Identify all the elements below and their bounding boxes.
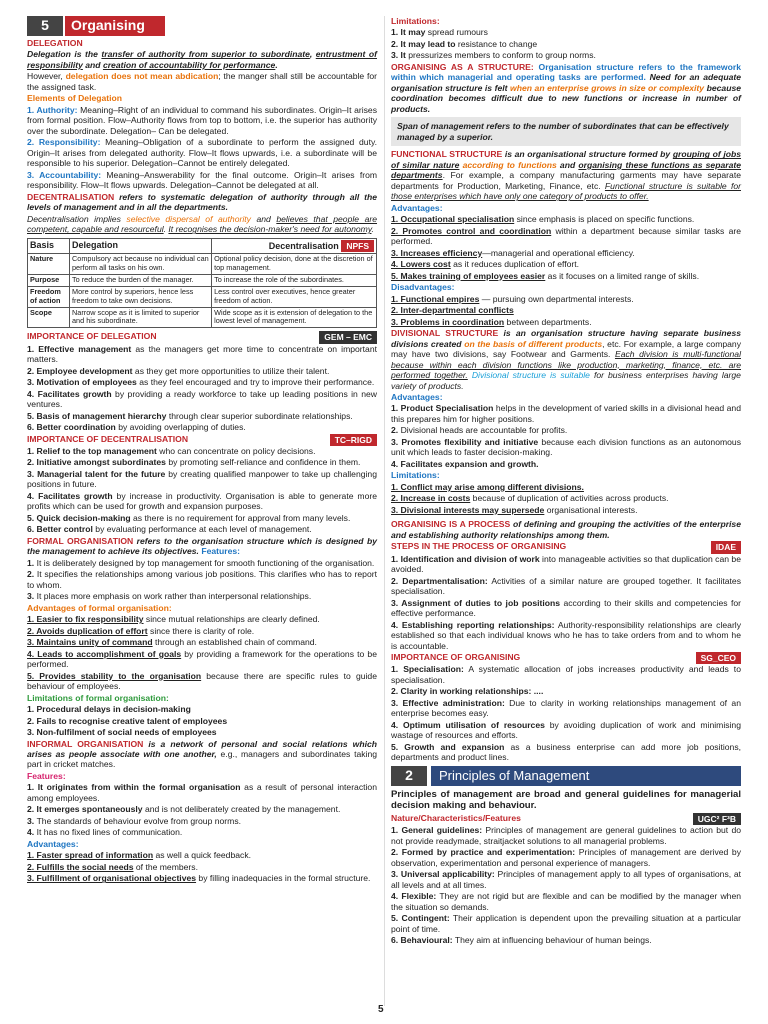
- right-column: [391, 16, 741, 947]
- item-text: pressurizes members to conform to group norms.: [408, 50, 596, 61]
- page-number: 5: [378, 1003, 384, 1015]
- list-item: [27, 513, 377, 523]
- item-lead: 3.: [27, 591, 37, 602]
- list-item: [391, 226, 741, 247]
- list-item: [27, 422, 377, 432]
- item-lead: 5. Basis of management hierarchy: [27, 410, 167, 421]
- list-item: [27, 827, 377, 837]
- list-item: [27, 446, 377, 456]
- functional-definition: FUNCTIONAL STRUCTURE is an organisational structure formed by grouping of jobs of similar nature according to functions and organising these functions as separate departments. For example, a company manufacturing garments may have separate departments for Production, Marketing, Finance, etc. Functional structure is suitable for those enterprises which have only one category of products to offer.: [391, 149, 742, 202]
- table-row: [28, 286, 377, 307]
- decentralisation-definition: DECENTRALISATION refers to systematic delegation of authority through all the levels of management and in all the departments.: [27, 191, 377, 213]
- item-text: by providing a ready workforce to take up leading positions in new ventures.: [27, 388, 378, 410]
- list-item: [27, 850, 377, 860]
- item-text: through clear superior subordinate relationships.: [166, 410, 353, 421]
- item-lead: 3. Increases efficiency: [391, 247, 483, 258]
- chapter2-number: 2: [391, 766, 427, 786]
- item-lead: 2. Formed by practice and experimentation:: [391, 847, 576, 858]
- item-lead: 3. Fulfillment of organisational objectives: [27, 873, 197, 884]
- list-item: 1. Procedural delays in decision-making: [27, 704, 191, 715]
- list-item: [391, 686, 741, 696]
- list-item: [27, 558, 377, 568]
- informal-features-label: Features:: [27, 770, 66, 781]
- item-text: by providing a framework for the operations to be performed.: [27, 648, 377, 670]
- item-lead: 1. Specialisation:: [391, 664, 464, 675]
- list-item: [391, 214, 741, 224]
- item-text: organisational interests.: [544, 504, 638, 515]
- item-lead: 3. Managerial talent for the future: [27, 468, 166, 479]
- item-lead: 2. Promotes control and coordination: [391, 225, 552, 236]
- table-header-row: [28, 238, 377, 253]
- item-lead: 1. Identification and division of work: [391, 553, 540, 564]
- item-lead: 1. Functional empires: [391, 293, 480, 304]
- item-text: by avoiding duplication of work and minimising wastage of resources and efforts.: [391, 719, 741, 741]
- item-text: since mutual relationships are clearly defined.: [143, 614, 320, 625]
- item-lead: 6. Better control: [27, 524, 93, 535]
- nature-heading-row: [391, 813, 741, 825]
- item-lead: 4. Optimum utilisation of resources: [391, 719, 545, 730]
- imp-delegation-list: [27, 344, 377, 433]
- list-item: [391, 825, 741, 846]
- list-item: [391, 891, 741, 912]
- process-definition: ORGANISING IS A PROCESS of defining and grouping the activities of the enterprise and establishing authority relationships among them.: [391, 519, 741, 540]
- item-text: by promoting self-reliance and confidence in them.: [165, 457, 361, 468]
- list-item: [27, 469, 377, 490]
- table-cell: Nature: [28, 254, 70, 275]
- item-text: as there is no requirement for approval from many levels.: [130, 512, 351, 523]
- table-header: Decentralisation NPFS: [212, 238, 377, 253]
- chapter-number: 5: [27, 16, 63, 36]
- nature-list: [391, 825, 741, 945]
- item-lead: 2. Avoids duplication of effort: [27, 625, 148, 636]
- table-cell: To increase the role of the subordinates.: [212, 274, 377, 286]
- table-row: [28, 307, 377, 328]
- item-text: Principles of management apply to all types of organisations, at all levels and at all times.: [391, 869, 741, 890]
- list-item: [391, 27, 741, 37]
- item-lead: 3. It: [391, 50, 409, 61]
- element-name: 2. Responsibility:: [27, 137, 101, 148]
- chapter2-heading: [391, 766, 741, 786]
- list-item: [27, 671, 377, 692]
- elements-heading: Elements of Delegation: [27, 93, 123, 104]
- item-text: as they feel encouraged and try to improve their performance.: [136, 377, 375, 388]
- item-text: The standards of behaviour evolve from group norms.: [36, 815, 242, 826]
- list-item: [27, 569, 377, 590]
- func-dis-label: Disadvantages:: [391, 282, 455, 293]
- item-lead: 1. General guidelines:: [391, 825, 483, 836]
- imp-decent-list: [27, 446, 377, 535]
- item-text: into manageable activities so that duplication can be avoided.: [391, 553, 741, 575]
- formal-adv-list: [27, 614, 377, 691]
- item-text: It specifies the relationships among various job positions. This clarifies who has to report to whom.: [27, 569, 377, 590]
- limitations-label: Limitations:: [391, 16, 440, 26]
- table-cell: Purpose: [28, 274, 70, 286]
- formal-lim-list: [27, 704, 377, 737]
- item-lead: 5. Contingent:: [391, 913, 450, 924]
- divisional-definition: DIVISIONAL STRUCTURE is an organisation structure having separate business divisions created on the basis of different products, etc. For example, a large company may have two divisions, say Footwear and Garments. Each division is multi-functional because within each division functions like production, marketing, finance, etc. are performed together. Divisional structure is suitable for business enterprises having large variety of products.: [391, 328, 742, 391]
- item-text: Activities of a similar nature are grouped together. It facilitates specialisation.: [391, 575, 742, 597]
- item-lead: 1.: [27, 557, 37, 568]
- list-item: [27, 804, 377, 814]
- item-lead: 5. Quick decision-making: [27, 512, 131, 523]
- item-text: It is deliberately designed by top management for smooth functioning of the organisation.: [36, 557, 375, 568]
- item-text: Principles of management are general guidelines to action but do not provide readymade, straitjacket solutions to all managerial problems.: [391, 825, 742, 846]
- item-text: as they get more opportunities to utilize their talent.: [132, 365, 330, 376]
- imp-decent-heading-row: [27, 434, 377, 446]
- list-item: [391, 305, 741, 315]
- delegation-however: However, delegation does not mean abdication; the manger shall still be accountable for the assigned task.: [27, 71, 377, 92]
- div-lim-list: [391, 482, 741, 515]
- item-lead: 4. Leads to accomplishment of goals: [27, 648, 182, 659]
- element-item: [27, 170, 377, 191]
- decentralisation-implies: Decentralisation implies selective dispersal of authority and believes that people are competent, capable and resourceful. It recognises the decision-maker's need for autonomy.: [27, 213, 378, 235]
- list-item: [391, 403, 741, 424]
- imp-org-heading: IMPORTANCE OF ORGANISING: [391, 652, 521, 662]
- item-lead: 5. Makes training of employees easier: [391, 270, 546, 281]
- list-item: [391, 847, 741, 868]
- item-lead: 3. Promotes flexibility and initiative: [391, 436, 539, 447]
- item-lead: 1. Relief to the top management: [27, 445, 157, 456]
- list-item: [391, 505, 741, 515]
- elements-list: [27, 105, 377, 191]
- item-lead: 3. Motivation of employees: [27, 377, 137, 388]
- list-item: [27, 491, 377, 512]
- item-text: by filling inadequacies in the formal structure.: [196, 873, 371, 884]
- item-lead: 5. Provides stability to the organisation: [27, 670, 202, 681]
- item-text: It places more emphasis on work rather than interpersonal relationships.: [36, 591, 312, 602]
- table-cell: To reduce the burden of the manager.: [70, 274, 212, 286]
- list-item: [391, 869, 741, 890]
- list-item: [391, 554, 741, 575]
- item-lead: 4. Flexible:: [391, 891, 437, 902]
- item-text: because of duplication of activities across products.: [470, 493, 669, 504]
- table-cell: Wide scope as it is extension of delegation to the lowest level of management.: [212, 307, 377, 328]
- item-text: as it reduces duplication of effort.: [450, 259, 580, 270]
- imp-decent-tag: TC–RIGD: [330, 434, 377, 446]
- list-item: 2. Fails to recognise creative talent of employees: [27, 715, 228, 726]
- list-item: [391, 620, 741, 651]
- table-tag: NPFS: [341, 240, 374, 252]
- item-lead: 4. Facilitates growth: [27, 490, 113, 501]
- item-text: because there are specific rules to guide behaviour of employees.: [27, 670, 377, 692]
- informal-adv-list: [27, 850, 377, 883]
- list-item: [391, 248, 741, 258]
- delegation-definition: Delegation is the transfer of authority from superior to subordinate, entrustment of responsibility and creation of accountability for performance.: [27, 49, 377, 70]
- list-item: [391, 437, 741, 458]
- item-text: through an established chain of command.: [152, 637, 317, 648]
- element-item: [27, 137, 377, 168]
- item-text: as a result of personal interaction among employees.: [27, 782, 377, 803]
- list-item: [27, 649, 377, 670]
- item-text: They are not rigid but are flexible and can be modified by the manager when the situation so demands.: [391, 891, 741, 912]
- item-text: as a business enterprise can add more job positions, departments and product lines.: [391, 741, 741, 763]
- item-text: of the members.: [133, 861, 198, 872]
- table-cell: Scope: [28, 307, 70, 328]
- item-text: Their application is dependent upon the prevailing situation at a particular point of time.: [391, 913, 741, 934]
- item-lead: 3. Assignment of duties to job positions: [391, 597, 561, 608]
- imp-org-heading-row: [391, 652, 741, 664]
- informal-adv-label: Advantages:: [27, 838, 79, 849]
- informal-features-list: [27, 782, 377, 837]
- informal-definition: INFORMAL ORGANISATION is a network of personal and social relations which arises as people associate with one another, e.g., managers and subordinates taking part in cricket matches.: [27, 738, 378, 770]
- formal-definition: FORMAL ORGANISATION refers to the organisation structure which is designed by the management to achieve its objectives. Features:: [27, 535, 377, 557]
- imp-delegation-tag: GEM – EMC: [319, 331, 377, 343]
- chapter2-title: Principles of Management: [431, 766, 741, 786]
- list-item: [391, 482, 741, 492]
- imp-org-tag: SG_CEO: [696, 652, 741, 664]
- item-lead: 1. Occupational specialisation: [391, 214, 515, 225]
- item-lead: 3. Universal applicability:: [391, 869, 495, 880]
- item-text: resistance to change: [457, 38, 538, 49]
- span-of-management-box: Span of management refers to the number of subordinates that can be effectively managed by a superior.: [391, 117, 741, 146]
- item-text: by avoiding overlapping of duties.: [115, 422, 246, 433]
- table-cell: Compulsory act because no individual can perform all tasks on his own.: [70, 254, 212, 275]
- item-lead: 2. It may lead to: [391, 38, 458, 49]
- table-cell: More control by superiors, hence less freedom to take own decisions.: [70, 286, 212, 307]
- principles-definition: Principles of management are broad and general guidelines for managerial decision making and behaviour.: [391, 788, 741, 812]
- left-column: [27, 16, 377, 885]
- table-header: Delegation: [70, 238, 212, 253]
- item-text: Principles of management are derived by observation, experimentation and personal experience of managers.: [391, 847, 741, 868]
- item-text: —managerial and operational efficiency.: [482, 247, 635, 258]
- item-lead: 2.: [27, 569, 37, 580]
- item-text: — pursuing own departmental interests.: [479, 293, 634, 304]
- delegation-heading: DELEGATION: [27, 38, 83, 48]
- item-lead: 1. Conflict may arise among different divisions.: [391, 481, 584, 492]
- table-header: Basis: [28, 238, 70, 253]
- div-lim-label: Limitations:: [391, 470, 440, 481]
- list-item: [27, 816, 377, 826]
- item-lead: 2. Increase in costs: [391, 493, 471, 504]
- div-adv-list: [391, 403, 741, 469]
- func-adv-label: Advantages:: [391, 202, 443, 213]
- item-lead: 6. Better coordination: [27, 422, 116, 433]
- item-lead: 3. Maintains unity of command: [27, 637, 153, 648]
- item-lead: 4. Facilitates expansion and growth.: [391, 458, 539, 469]
- item-lead: 2. Inter-departmental conflicts: [391, 305, 514, 316]
- list-item: [391, 459, 741, 469]
- item-lead: 1. It may: [391, 27, 428, 38]
- list-item: [27, 457, 377, 467]
- nature-heading: Nature/Characteristics/Features: [391, 813, 521, 824]
- list-item: [391, 720, 741, 741]
- list-item: [391, 493, 741, 503]
- item-lead: 2.: [391, 425, 401, 436]
- item-lead: 2. Clarity in working relationships: ....: [391, 686, 544, 697]
- steps-heading-row: [391, 541, 741, 553]
- list-item: [391, 913, 741, 934]
- list-item: [391, 935, 741, 945]
- item-lead: 3. Effective administration:: [391, 697, 505, 708]
- item-lead: 3. Divisional interests may supersede: [391, 504, 545, 515]
- list-item: [391, 698, 741, 719]
- steps-list: [391, 554, 741, 651]
- org-structure-definition: ORGANISING AS A STRUCTURE: Organisation structure refers to the framework within which managerial and operating tasks are performed. Need for an adequate organisation structure is felt when an enterprise grows in size or complexity because coordination becomes difficult due to new functions or increase in number of products.: [391, 61, 742, 114]
- imp-delegation-heading: IMPORTANCE OF DELEGATION: [27, 331, 157, 342]
- div-adv-label: Advantages:: [391, 391, 443, 402]
- item-text: since there is clarity of role.: [147, 625, 255, 636]
- list-item: [391, 259, 741, 269]
- item-lead: 1. Effective management: [27, 343, 132, 354]
- steps-heading: STEPS IN THE PROCESS OF ORGANISING: [391, 541, 567, 552]
- limitations-list: [391, 27, 741, 60]
- item-text: within a department because similar tasks are performed.: [391, 225, 741, 247]
- table-row: [28, 274, 377, 286]
- list-item: [391, 50, 741, 60]
- item-text: It has no fixed lines of communication.: [36, 827, 183, 838]
- item-text: who can concentrate on policy decisions.: [156, 445, 316, 456]
- formal-adv-heading: Advantages of formal organisation:: [27, 602, 172, 613]
- list-item: [27, 377, 377, 387]
- func-adv-list: [391, 214, 741, 281]
- item-text: A systematic allocation of jobs increases productivity and leads to specialisation.: [391, 664, 741, 685]
- list-item: [27, 873, 377, 883]
- list-item: [391, 742, 741, 763]
- list-item: [27, 862, 377, 872]
- list-item: 3. Non-fulfilment of social needs of employees: [27, 727, 217, 738]
- list-item: [391, 294, 741, 304]
- formal-lim-heading: Limitations of formal organisation:: [27, 692, 169, 703]
- list-item: [27, 626, 377, 636]
- item-text: by evaluating performance at each level of management.: [92, 524, 312, 535]
- list-item: [391, 664, 741, 685]
- item-text: spread rumours: [427, 27, 488, 38]
- table-row: [28, 254, 377, 275]
- item-lead: 3. Problems in coordination: [391, 316, 505, 327]
- list-item: [391, 39, 741, 49]
- item-text: as it focuses on a limited range of skills.: [545, 270, 700, 281]
- list-item: [391, 271, 741, 281]
- list-item: [27, 411, 377, 421]
- item-lead: 2. Initiative amongst subordinates: [27, 457, 166, 468]
- element-text: Meaning–Right of an individual to command his subordinates. Origin–It arises from formal position. Flow–Authority flows from top to bottom, i.e. the superior has authority over the subordinate. Delegation– Can be delegated.: [27, 104, 377, 136]
- table-cell: Less control over executives, hence greater freedom of action.: [212, 286, 377, 307]
- imp-delegation-heading-row: [27, 331, 377, 343]
- item-text: since emphasis is placed on specific functions.: [514, 214, 695, 225]
- imp-org-list: [391, 664, 741, 762]
- item-text: and is not deliberately created by the management.: [142, 804, 341, 815]
- steps-tag: IDAE: [711, 541, 741, 553]
- list-item: [391, 317, 741, 327]
- item-text: according to their skills and competencies for effective performance.: [391, 597, 741, 619]
- list-item: [27, 591, 377, 601]
- item-lead: 4.: [27, 827, 37, 838]
- element-text: Meaning–Obligation of a subordinate to perform the assigned duty. Origin–It arises from delegated authority. Flow–It flows upwards, i.e. a subordinate will be responsible to his superior. Delegation–Cannot be entirely delegated.: [27, 137, 377, 169]
- item-text: between departments.: [504, 316, 592, 327]
- list-item: [27, 366, 377, 376]
- item-lead: 4. Establishing reporting relationships:: [391, 619, 555, 630]
- item-text: by increase in productivity. Organisation is able to generate more profits which can be used for growth and expansion purposes.: [27, 490, 377, 512]
- func-dis-list: [391, 294, 741, 327]
- comparison-table: [27, 238, 377, 329]
- item-lead: 1. Faster spread of information: [27, 850, 154, 861]
- item-lead: 3.: [27, 815, 37, 826]
- chapter-title: Organising: [65, 16, 165, 36]
- list-item: [391, 576, 741, 597]
- item-text: Due to clarity in working relationships management of an enterprise becomes easy.: [391, 697, 741, 719]
- table-cell: Freedom of action: [28, 286, 70, 307]
- table-cell: Narrow scope as it is limited to superior and his subordinate.: [70, 307, 212, 328]
- element-name: 1. Authority:: [27, 104, 78, 115]
- item-text: as the managers get more time to concentrate on important matters.: [27, 343, 377, 365]
- item-lead: 4. Facilitates growth: [27, 388, 112, 399]
- nature-tag: UGC² F³B: [693, 813, 741, 825]
- list-item: [27, 524, 377, 534]
- item-text: because each division functions as an autonomous unit which leads to faster decision-making.: [391, 436, 741, 458]
- list-item: [27, 344, 377, 365]
- list-item: [27, 637, 377, 647]
- item-lead: 2. Employee development: [27, 365, 133, 376]
- list-item: [391, 425, 741, 435]
- element-item: [27, 105, 377, 136]
- table-cell: Optional policy decision, done at the discretion of top management.: [212, 254, 377, 275]
- element-name: 3. Accountability:: [27, 169, 102, 180]
- list-item: [27, 782, 377, 803]
- list-item: [27, 614, 377, 624]
- item-lead: 4. Lowers cost: [391, 259, 451, 270]
- item-text: They aim at influencing behaviour of human beings.: [452, 935, 652, 946]
- item-lead: 2. It emerges spontaneously: [27, 804, 143, 815]
- item-lead: 2. Departmentalisation:: [391, 575, 488, 586]
- imp-decent-heading: IMPORTANCE OF DECENTRALISATION: [27, 433, 189, 444]
- formal-features-list: [27, 558, 377, 602]
- item-lead: 2. Fulfills the social needs: [27, 861, 134, 872]
- item-lead: 1. It originates from within the formal organisation: [27, 782, 241, 793]
- item-lead: 1. Easier to fix responsibility: [27, 614, 144, 625]
- chapter-heading: [27, 16, 377, 36]
- item-text: helps in the development of varied skills in a divisional head and this prepares him for higher positions.: [391, 403, 741, 424]
- item-lead: 6. Behavioural:: [391, 935, 453, 946]
- item-text: by creating qualified manpower to take up challenging positions in future.: [27, 468, 377, 490]
- item-text: Divisional heads are accountable for profits.: [400, 425, 568, 436]
- item-text: Authority-responsibility relationships are clearly established so that each individual knows who he has to take orders from and to whom he is accountable.: [391, 619, 742, 651]
- column-divider: [384, 16, 385, 1006]
- element-text: Meaning–Answerability for the final outcome. Origin–It arises from responsibility. Flow–It flows upwards. Delegation–Cannot be delegated at all.: [27, 169, 378, 191]
- item-lead: 5. Growth and expansion: [391, 741, 505, 752]
- item-lead: 1. Product Specialisation: [391, 403, 494, 414]
- item-text: as well a quick feedback.: [153, 850, 252, 861]
- list-item: [391, 598, 741, 619]
- list-item: [27, 389, 377, 410]
